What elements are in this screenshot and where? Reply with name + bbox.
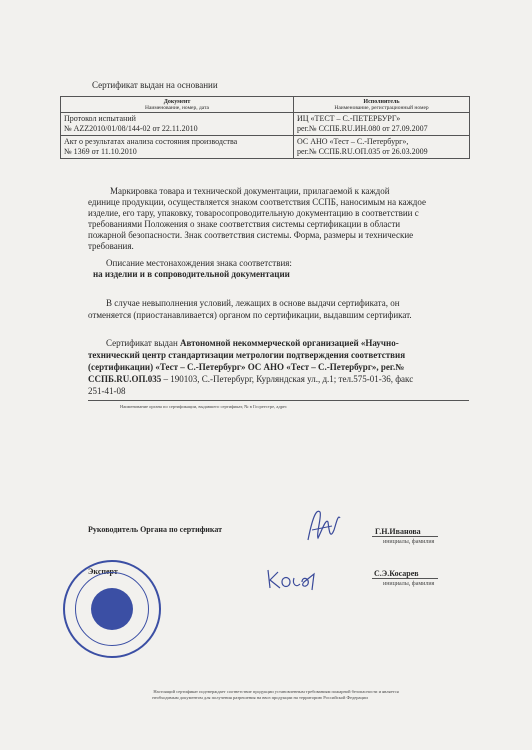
suspension-line: отменяется (приостанавливается) органом по сертификации, выдавшим сертификат. bbox=[88, 310, 412, 320]
basis-table-header bbox=[61, 97, 470, 113]
head-signature bbox=[298, 500, 348, 548]
suspension-line: В случае невыполнения условий, лежащих в основе выдачи сертификата, он bbox=[106, 298, 400, 308]
document-column-subtitle: Наименование, номер, дата bbox=[144, 105, 210, 111]
paragraph-line: единице продукции, осуществляется знаком соответствия ССПБ, наносимым на каждое bbox=[88, 197, 426, 207]
paragraph-line: изделие, его тару, упаковку, товаросопроводительную документацию в соответствии с bbox=[88, 208, 419, 218]
basis-table bbox=[60, 96, 470, 159]
table-row bbox=[61, 113, 470, 136]
paragraph-line: требованиями Положения о знаке соответствия системы сертификации в области bbox=[88, 219, 401, 229]
document-number: № 1369 от 11.10.2010 bbox=[64, 147, 137, 156]
paragraph-line: требования. bbox=[88, 241, 134, 251]
issuer-line: (сертификации) «Тест – С.-Петербург» ОС АНО «Тест – С.-Петербург», рег.№ bbox=[88, 362, 405, 372]
issuer-column-subtitle: Наименование, регистрационный номер bbox=[334, 105, 429, 111]
issuer-line: 251-41-08 bbox=[88, 386, 126, 396]
footer-line: Настоящий сертификат подтверждает соответствие продукции установленным требованиям пожарной безопасности и является bbox=[153, 689, 399, 694]
issuer-cell bbox=[294, 113, 470, 136]
head-name: Г.Н.Иванова bbox=[375, 527, 421, 536]
location-label: Описание местонахождения знака соответствия: bbox=[106, 258, 292, 268]
issuer-line-bold: Автономной некоммерческой организацией «Научно- bbox=[180, 338, 399, 348]
expert-name: С.Э.Косарев bbox=[374, 569, 419, 578]
issuer-registration: рег.№ ССПБ.RU.ОП.035 от 26.03.2009 bbox=[297, 147, 428, 156]
stamp-emblem bbox=[91, 588, 133, 630]
basis-heading: Сертификат выдан на основании bbox=[92, 80, 218, 90]
document-name: Акт о результатах анализа состояния производства bbox=[64, 137, 238, 146]
paragraph-line: пожарной безопасности. Знак соответствия системы. Форма, размеры и технические bbox=[88, 230, 414, 240]
issuer-line: технический центр стандартизации метрологии подтверждения соответствия bbox=[88, 350, 406, 360]
paragraph-line: Маркировка товара и технической документации, прилагаемой к каждой bbox=[110, 186, 390, 196]
issuer-name: ОС АНО «Тест – С.-Петербург», bbox=[297, 137, 409, 146]
issuer-line bbox=[106, 338, 399, 349]
issuer-line-plain: – 190103, С.-Петербург, Курляндская ул., д.1; тел.575-01-36, факс bbox=[161, 374, 414, 384]
issuer-caption: Наименование органа по сертификации, выдавшего сертификат, № в Госреестре, адрес bbox=[120, 404, 288, 409]
issuer-cell bbox=[294, 136, 470, 159]
issuer-line bbox=[88, 374, 413, 385]
table-row bbox=[61, 136, 470, 159]
document-name: Протокол испытаний bbox=[64, 114, 136, 123]
head-label: Руководитель Органа по сертификат bbox=[88, 525, 223, 534]
issuer-column-title: Исполнитель bbox=[363, 99, 400, 105]
head-caption: инициалы, фамилия bbox=[383, 539, 435, 545]
expert-signature bbox=[262, 560, 326, 596]
expert-caption: инициалы, фамилия bbox=[383, 581, 435, 587]
document-column-title: Документ bbox=[163, 99, 191, 105]
issuer-line-bold: ССПБ.RU.ОП.035 bbox=[88, 374, 162, 384]
issuer-column-header bbox=[294, 97, 470, 113]
footer-line: необходимым документом для получения разрешения на ввоз продукции на территорию Российской Федерации bbox=[152, 695, 368, 700]
location-value: на изделии и в сопроводительной документации bbox=[93, 269, 290, 279]
issuer-underline bbox=[88, 400, 469, 401]
document-cell bbox=[61, 113, 294, 136]
document-cell bbox=[61, 136, 294, 159]
organization-stamp bbox=[63, 560, 161, 658]
document-column-header bbox=[61, 97, 294, 113]
issuer-line-plain: Сертификат выдан bbox=[106, 338, 181, 348]
issuer-registration: рег.№ ССПБ.RU.ИН.080 от 27.09.2007 bbox=[297, 124, 428, 133]
issuer-name: ИЦ «ТЕСТ – С.-ПЕТЕРБУРГ» bbox=[297, 114, 401, 123]
expert-label: Эксперт bbox=[88, 567, 118, 576]
document-number: № AZZ2010/01/08/144-02 от 22.11.2010 bbox=[64, 124, 198, 133]
